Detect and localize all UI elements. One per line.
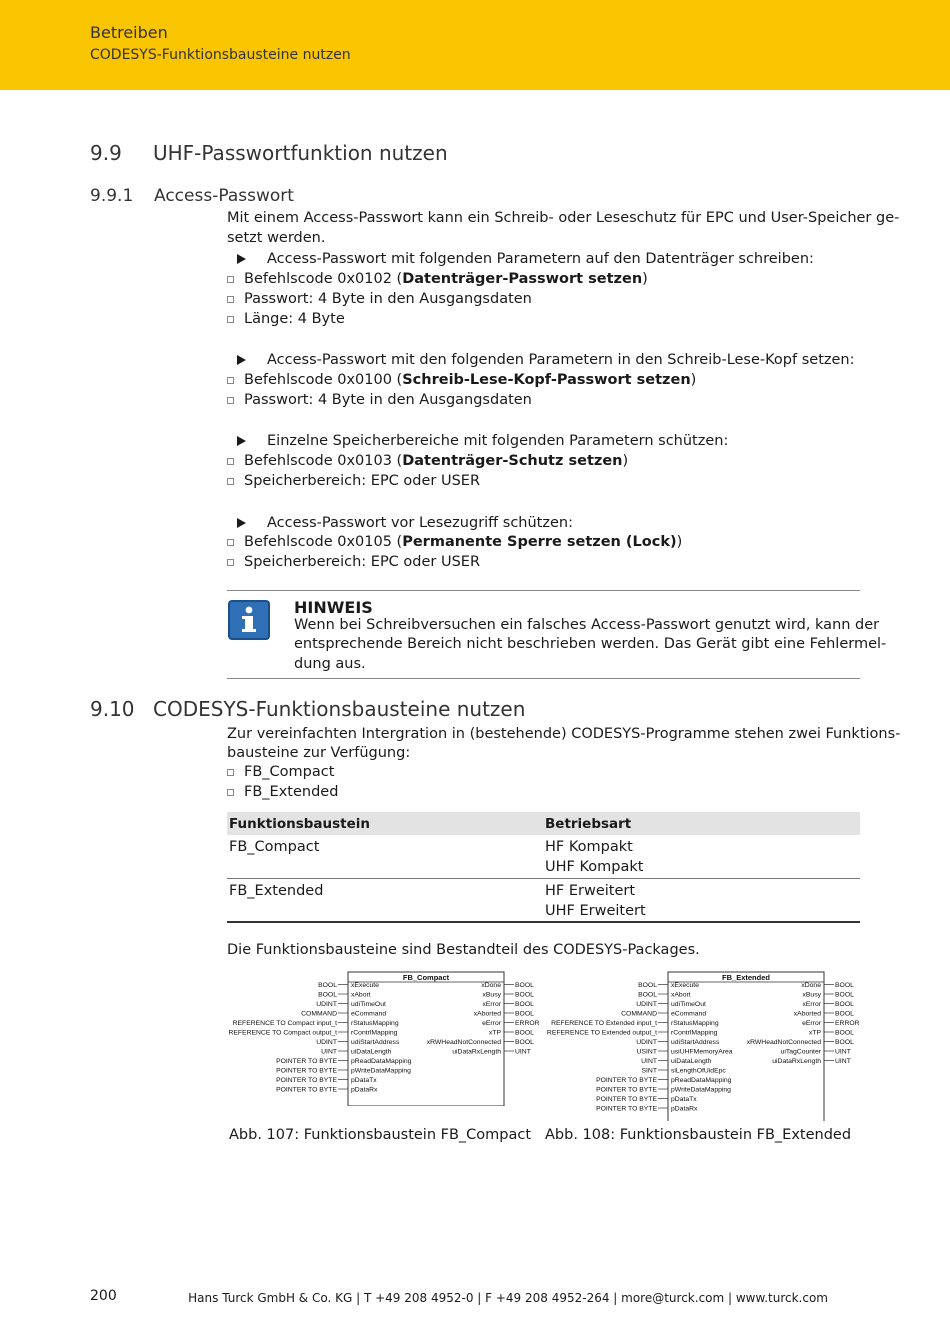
fb-output-type: BOOL bbox=[835, 991, 854, 999]
list-item: Speicherbereich: EPC oder USER bbox=[244, 472, 480, 492]
list-item: Speicherbereich: EPC oder USER bbox=[244, 553, 480, 573]
fb-input-type: UINT bbox=[641, 1058, 657, 1065]
note-bottom-rule bbox=[227, 678, 860, 679]
fb-input-name: pDataTx bbox=[351, 1077, 377, 1084]
fb-output-type: UINT bbox=[515, 1048, 531, 1056]
header-chapter: Betreiben bbox=[90, 23, 168, 42]
fb-input-name: xAbort bbox=[351, 991, 371, 999]
fb-input-type: USINT bbox=[636, 1048, 657, 1056]
fb-input-type: POINTER TO BYTE bbox=[596, 1096, 657, 1103]
fb-input-type: UDINT bbox=[316, 1039, 337, 1046]
fb-output-name: eError bbox=[802, 1020, 821, 1027]
fb-input-name: xExecute bbox=[351, 982, 379, 989]
bullet-square-icon bbox=[227, 478, 234, 485]
table-cell-mode: UHF Kompakt bbox=[545, 859, 644, 875]
fb-input-name: pWriteDataMapping bbox=[671, 1086, 731, 1094]
list-item: Befehlscode 0x0103 (Datenträger-Schutz setzen) bbox=[244, 452, 628, 472]
fb-output-name: eError bbox=[482, 1020, 501, 1027]
fb-output-type: BOOL bbox=[515, 1039, 534, 1046]
fb-output-name: xDone bbox=[801, 982, 821, 989]
section-9-9-title: UHF-Passwortfunktion nutzen bbox=[153, 141, 448, 165]
intro-line-1: Mit einem Access-Passwort kann ein Schreib- oder Leseschutz für EPC und User-Speicher ge- bbox=[227, 210, 900, 226]
note-line-3: dung aus. bbox=[294, 656, 366, 672]
fb-input-type: REFERENCE TO Compact output_t bbox=[228, 1029, 337, 1037]
fb-input-name: xAbort bbox=[671, 991, 691, 999]
note-line-1: Wenn bei Schreibversuchen ein falsches Access-Passwort genutzt wird, kann der bbox=[294, 617, 880, 633]
list-item: Befehlscode 0x0100 (Schreib-Lese-Kopf-Passwort setzen) bbox=[244, 371, 696, 391]
header-subchapter: CODESYS-Funktionsbausteine nutzen bbox=[90, 47, 351, 63]
fb-compact-diagram bbox=[220, 966, 550, 1106]
bullet-square-icon bbox=[227, 276, 234, 283]
page-header bbox=[0, 0, 950, 90]
package-note: Die Funktionsbausteine sind Bestandteil des CODESYS-Packages. bbox=[227, 942, 700, 958]
table-cell-mode: UHF Erweitert bbox=[545, 903, 646, 919]
fb-input-name: pDataTx bbox=[671, 1096, 697, 1103]
fb-output-name: xTP bbox=[488, 1029, 501, 1037]
fb-input-name: udiStartAddress bbox=[351, 1039, 400, 1046]
fb-input-name: pReadDataMapping bbox=[671, 1077, 732, 1084]
fb-output-type: BOOL bbox=[835, 1001, 854, 1008]
fb-input-name: udiStartAddress bbox=[671, 1039, 720, 1046]
fb-input-type: SINT bbox=[641, 1067, 657, 1075]
fb-output-type: BOOL bbox=[515, 1029, 534, 1037]
fb-input-name: pWriteDataMapping bbox=[351, 1067, 411, 1075]
fb-input-name: pDataRx bbox=[351, 1086, 378, 1094]
fb-input-name: xExecute bbox=[671, 982, 699, 989]
note-line-2: entsprechende Bereich nicht beschrieben werden. Das Gerät gibt eine Fehlermel- bbox=[294, 636, 887, 652]
page-number: 200 bbox=[90, 1288, 117, 1304]
fb-output-type: BOOL bbox=[835, 1029, 854, 1037]
fb-input-name: pReadDataMapping bbox=[351, 1058, 412, 1065]
table-header-fb: Funktionsbaustein bbox=[229, 816, 371, 832]
fb-output-name: xError bbox=[802, 1001, 821, 1008]
intro-line-2: setzt werden. bbox=[227, 230, 326, 246]
fb-input-type: UDINT bbox=[636, 1001, 657, 1008]
fb-input-name: siLengthOfUidEpc bbox=[671, 1067, 726, 1075]
table-cell-mode: HF Kompakt bbox=[545, 839, 633, 855]
list-item: Passwort: 4 Byte in den Ausgangsdaten bbox=[244, 290, 532, 310]
fb-input-type: REFERENCE TO Compact input_t bbox=[232, 1020, 337, 1027]
fb-input-type: POINTER TO BYTE bbox=[276, 1067, 337, 1075]
fb-input-type: UDINT bbox=[636, 1039, 657, 1046]
fb-output-type: BOOL bbox=[515, 991, 534, 999]
fb-input-name: rContrlMapping bbox=[671, 1029, 718, 1037]
footer-company: Hans Turck GmbH & Co. KG | T +49 208 4952-0 | F +49 208 4952-264 | more@turck.com | www.turck.com bbox=[188, 1291, 828, 1305]
fb-input-type: POINTER TO BYTE bbox=[276, 1086, 337, 1094]
fb-output-name: xTP bbox=[808, 1029, 821, 1037]
bullet-square-icon bbox=[227, 397, 234, 404]
fb-input-type: REFERENCE TO Extended input_t bbox=[551, 1020, 657, 1027]
bullet-square-icon bbox=[227, 296, 234, 303]
fb-input-name: udiTimeOut bbox=[351, 1001, 386, 1008]
section-9-9-number: 9.9 bbox=[90, 141, 122, 165]
fb-input-type: BOOL bbox=[318, 991, 337, 999]
codesys-line-2: bausteine zur Verfügung: bbox=[227, 745, 411, 761]
fb-output-name: xDone bbox=[481, 982, 501, 989]
section-9-9-1-number: 9.9.1 bbox=[90, 186, 134, 206]
codesys-line-1: Zur vereinfachten Intergration in (bestehende) CODESYS-Programme stehen zwei Funktions- bbox=[227, 726, 901, 742]
table-cell-mode: HF Erweitert bbox=[545, 883, 636, 899]
arrow-right-icon bbox=[237, 436, 246, 446]
fb-output-type: ERROR bbox=[515, 1020, 540, 1027]
action-step: Einzelne Speicherbereiche mit folgenden Parametern schützen: bbox=[267, 432, 728, 452]
fb-output-type: BOOL bbox=[835, 982, 854, 989]
fb-input-name: udiTimeOut bbox=[671, 1001, 706, 1008]
list-item: Passwort: 4 Byte in den Ausgangsdaten bbox=[244, 391, 532, 411]
arrow-right-icon bbox=[237, 254, 246, 264]
fb-output-type: BOOL bbox=[515, 1001, 534, 1008]
table-bottom-rule bbox=[227, 921, 860, 923]
fb-input-type: POINTER TO BYTE bbox=[596, 1086, 657, 1094]
fb-input-type: BOOL bbox=[638, 982, 657, 989]
fb-extended-diagram bbox=[540, 966, 870, 1121]
fb-input-type: BOOL bbox=[638, 991, 657, 999]
list-item: FB_Extended bbox=[244, 783, 338, 803]
table-row-divider bbox=[227, 878, 860, 879]
list-item: Befehlscode 0x0105 (Permanente Sperre setzen (Lock)) bbox=[244, 533, 682, 553]
fb-output-name: uiDataRxLength bbox=[452, 1048, 501, 1056]
bullet-square-icon bbox=[227, 539, 234, 546]
fb-input-name: usiUHFMemoryArea bbox=[671, 1048, 733, 1056]
bullet-square-icon bbox=[227, 458, 234, 465]
fb-input-type: POINTER TO BYTE bbox=[596, 1105, 657, 1113]
table-header-mode: Betriebsart bbox=[545, 816, 632, 832]
figure-caption-108: Abb. 108: Funktionsbaustein FB_Extended bbox=[545, 1127, 852, 1143]
fb-input-type: POINTER TO BYTE bbox=[276, 1058, 337, 1065]
list-item: FB_Compact bbox=[244, 763, 334, 783]
list-item: Befehlscode 0x0102 (Datenträger-Passwort setzen) bbox=[244, 270, 648, 290]
info-icon bbox=[228, 600, 270, 640]
action-step: Access-Passwort vor Lesezugriff schützen: bbox=[267, 514, 573, 534]
action-step: Access-Passwort mit folgenden Parametern auf den Datenträger schreiben: bbox=[267, 250, 814, 270]
fb-input-type: UINT bbox=[321, 1048, 337, 1056]
fb-input-type: BOOL bbox=[318, 982, 337, 989]
arrow-right-icon bbox=[237, 518, 246, 528]
fb-output-name: uiTagCounter bbox=[780, 1048, 821, 1056]
bullet-square-icon bbox=[227, 316, 234, 323]
list-item: Länge: 4 Byte bbox=[244, 310, 345, 330]
fb-output-name: xRWHeadNotConnected bbox=[426, 1039, 501, 1046]
fb-input-name: uiDataLength bbox=[671, 1058, 712, 1065]
fb-input-type: REFERENCE TO Extended output_t bbox=[546, 1029, 657, 1037]
bullet-square-icon bbox=[227, 377, 234, 384]
arrow-right-icon bbox=[237, 355, 246, 365]
fb-input-type: POINTER TO BYTE bbox=[276, 1077, 337, 1084]
fb-output-type: UINT bbox=[835, 1048, 851, 1056]
fb-output-name: xError bbox=[482, 1001, 501, 1008]
fb-output-type: BOOL bbox=[835, 1010, 854, 1018]
note-title: HINWEIS bbox=[294, 598, 373, 617]
fb-output-name: xBusy bbox=[802, 991, 821, 999]
fb-input-name: pDataRx bbox=[671, 1105, 698, 1113]
fb-title: FB_Compact bbox=[402, 973, 450, 982]
note-top-rule bbox=[227, 590, 860, 591]
table-cell-fb: FB_Extended bbox=[229, 883, 324, 899]
fb-input-type: UDINT bbox=[316, 1001, 337, 1008]
fb-output-type: BOOL bbox=[515, 982, 534, 989]
fb-input-type: POINTER TO BYTE bbox=[596, 1077, 657, 1084]
fb-input-name: eCommand bbox=[671, 1010, 707, 1018]
fb-title: FB_Extended bbox=[722, 973, 770, 982]
bullet-square-icon bbox=[227, 769, 234, 776]
table-cell-fb: FB_Compact bbox=[229, 839, 320, 855]
fb-output-type: ERROR bbox=[835, 1020, 860, 1027]
fb-output-name: xRWHeadNotConnected bbox=[746, 1039, 821, 1046]
section-9-9-1-title: Access-Passwort bbox=[154, 186, 294, 206]
fb-input-type: COMMAND bbox=[301, 1010, 337, 1018]
action-step: Access-Passwort mit den folgenden Parametern in den Schreib-Lese-Kopf setzen: bbox=[267, 351, 854, 371]
figure-caption-107: Abb. 107: Funktionsbaustein FB_Compact bbox=[229, 1127, 532, 1143]
fb-input-type: COMMAND bbox=[621, 1010, 657, 1018]
fb-input-name: rContrlMapping bbox=[351, 1029, 398, 1037]
fb-input-name: rStatusMapping bbox=[671, 1020, 719, 1027]
fb-output-type: BOOL bbox=[835, 1039, 854, 1046]
bullet-square-icon bbox=[227, 789, 234, 796]
bullet-square-icon bbox=[227, 559, 234, 566]
fb-output-type: BOOL bbox=[515, 1010, 534, 1018]
section-9-10-number: 9.10 bbox=[90, 697, 135, 721]
fb-input-name: eCommand bbox=[351, 1010, 387, 1018]
fb-output-type: UINT bbox=[835, 1058, 851, 1065]
fb-input-name: rStatusMapping bbox=[351, 1020, 399, 1027]
section-9-10-title: CODESYS-Funktionsbausteine nutzen bbox=[153, 697, 526, 721]
fb-output-name: xAborted bbox=[473, 1010, 501, 1018]
fb-output-name: xBusy bbox=[482, 991, 501, 999]
fb-input-name: uiDataLength bbox=[351, 1048, 392, 1056]
fb-output-name: xAborted bbox=[793, 1010, 821, 1018]
fb-output-name: uiDataRxLength bbox=[772, 1058, 821, 1065]
